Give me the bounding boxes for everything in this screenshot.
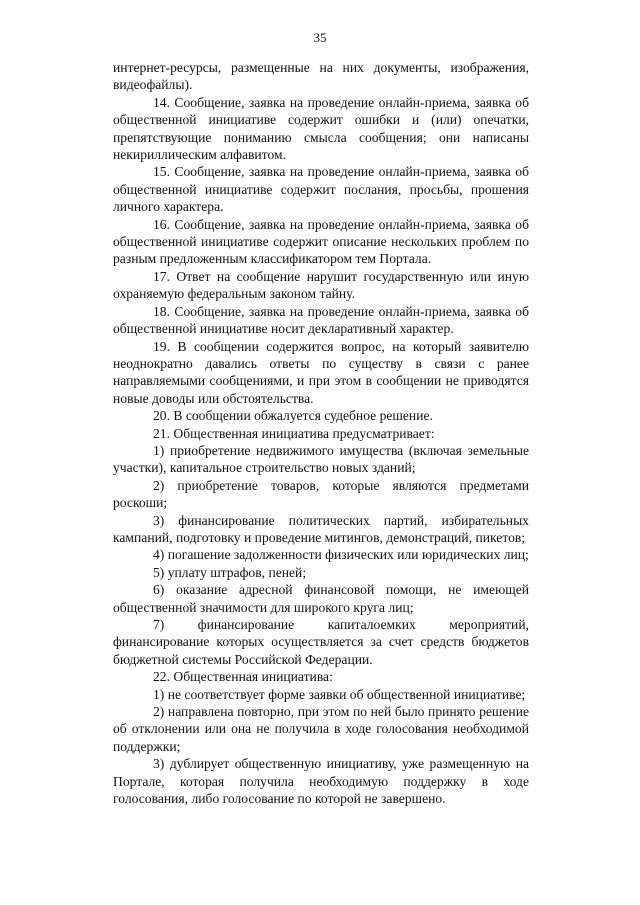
subitem-21-1: 1) приобретение недвижимого имущества (включая земельные участки), капитальное строительство новых зданий; bbox=[113, 442, 529, 476]
paragraph-item-18: 18. Сообщение, заявка на проведение онлайн-приема, заявка об общественной инициативе носит декларативный характер. bbox=[113, 303, 529, 337]
paragraph-item-16: 16. Сообщение, заявка на проведение онлайн-приема, заявка об общественной инициативе содержит описание нескольких проблем по разным предложенным классификатором тем Портала. bbox=[113, 216, 529, 267]
paragraph-item-22: 22. Общественная инициатива: bbox=[153, 669, 333, 685]
subitem-21-7: 7) финансирование капиталоемких мероприятий, финансирование которых осуществляется за счет средств бюджетов бюджетной системы Российской Федерации. bbox=[113, 617, 529, 667]
subitem-21-2: 2) приобретение товаров, которые являются предметами роскоши; bbox=[113, 477, 529, 511]
subitem-21-3: 3) финансирование политических партий, избирательных кампаний, подготовку и проведение митингов, демонстраций, пикетов; bbox=[113, 512, 529, 545]
document-body bbox=[113, 59, 529, 807]
paragraph-item-14: 14. Сообщение, заявка на проведение онлайн-приема, заявка об общественной инициативе содержит ошибки и (или) опечатки, препятствующие пониманию смысла сообщения; они написаны некириллическим алфавитом. bbox=[113, 94, 529, 163]
subitem-22-2: 2) направлена повторно, при этом по ней было принято решение об отклонении или она не получила в ходе голосования необходимой поддержки; bbox=[113, 704, 529, 754]
subitem-22-1: 1) не соответствует форме заявки об общественной инициативе; bbox=[153, 686, 526, 702]
subitem-21-4: 4) погашение задолженности физических или юридических лиц; bbox=[153, 547, 529, 563]
page-number: 35 bbox=[313, 30, 327, 45]
paragraph-item-20: 20. В сообщении обжалуется судебное решение. bbox=[153, 408, 433, 424]
paragraph-item-19: 19. В сообщении содержится вопрос, на который заявителю неоднократно давались ответы по существу в связи с ранее направляемыми сообщениями, и при этом в сообщении не приводятся новые доводы или обстоятельства. bbox=[113, 338, 529, 406]
paragraph-item-21: 21. Общественная инициатива предусматривает: bbox=[153, 425, 435, 441]
paragraph-item-17: 17. Ответ на сообщение нарушит государственную или иную охраняемую федеральным законом тайну. bbox=[113, 268, 529, 302]
paragraph-continuation: интернет-ресурсы, размещенные на них документы, изображения, видеофайлы). bbox=[113, 60, 529, 93]
subitem-21-5: 5) уплату штрафов, пеней; bbox=[153, 564, 307, 580]
paragraph-item-15: 15. Сообщение, заявка на проведение онлайн-приема, заявка об общественной инициативе содержит послания, просьбы, прошения личного характера. bbox=[113, 164, 529, 215]
subitem-22-3: 3) дублирует общественную инициативу, уже размещенную на Портале, которая получила необходимую поддержку в ходе голосования, либо голосование по которой не завершено. bbox=[113, 756, 529, 807]
subitem-21-6: 6) оказание адресной финансовой помощи, не имеющей общественной значимости для широкого круга лиц; bbox=[113, 582, 529, 615]
